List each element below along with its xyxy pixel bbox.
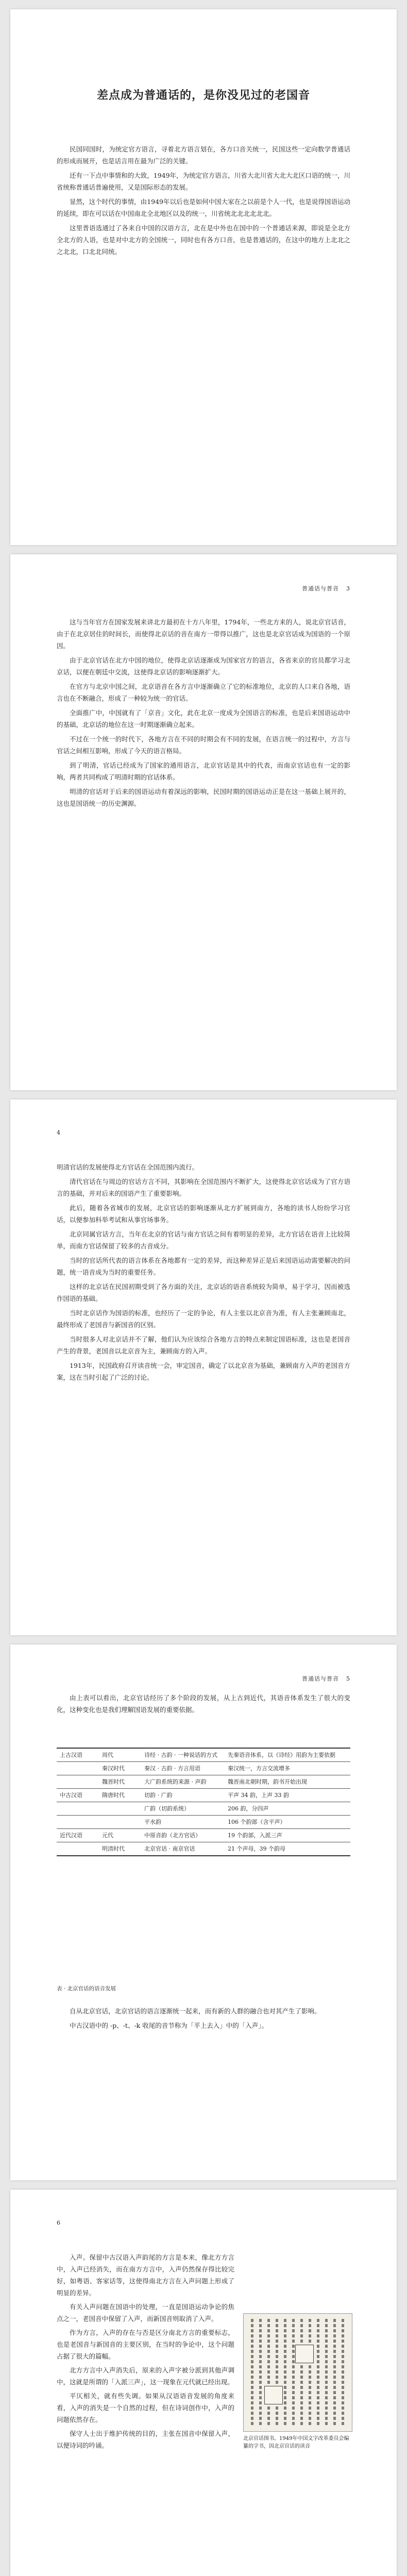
table-cell-era — [57, 1775, 99, 1789]
page-number: 3 — [346, 585, 350, 592]
page4-intro — [57, 1692, 350, 1718]
page-number: 5 — [346, 1675, 350, 1682]
table-cell-text: 中原音韵（北方官话） — [141, 1829, 225, 1842]
table-row — [57, 1789, 350, 1802]
paragraph: 当时很多人对北京话并不了解，他们认为应该综合各地方言的特点来制定国语标准，这也是老国音产生的背景，老国音以北京音为主，兼顾南方的入声。 — [57, 1335, 350, 1355]
table-cell-note: 19 个韵部，入派三声 — [225, 1829, 350, 1842]
running-head-title: 普通话与普音 — [302, 585, 339, 592]
book-page-5 — [10, 2190, 397, 2576]
paragraph: 到了明清，官话已经成为了国家的通用语言，北京官话是其中的代表，而南京官话也有一定的影响，两者共同构成了明清时期的官话体系。 — [57, 761, 350, 781]
table-cell-period: 秦汉时代 — [99, 1762, 141, 1775]
paragraph: 北方方言中入声消失后，原来的入声字被分派到其他声调中，这就是所谓的「入派三声」，这一现象在元代就已经出现。 — [57, 2366, 234, 2386]
paragraph: 自从北京官话，北京官话的语言逐渐统一起来，而有新的人群的融合也对其产生了影响。 — [70, 2007, 321, 2015]
paragraph: 当时的官话所代表的语言体系在各地都有一定的差异，而这种差异正是后来国语运动需要解决的问题，统一语音成为当时的重要任务。 — [57, 1257, 350, 1276]
table-cell-text: 广韵（切韵系统） — [141, 1802, 225, 1816]
table-row — [57, 1748, 350, 1762]
dictionary-page-image — [243, 2313, 352, 2432]
table-cell-era: 近代汉语 — [57, 1829, 99, 1842]
table-cell-text: 切韵 · 广韵 — [141, 1789, 225, 1802]
table-cell-period: 周代 — [99, 1748, 141, 1762]
book-page-1 — [10, 9, 397, 545]
table-cell-era — [57, 1802, 99, 1816]
table-cell-period — [99, 1802, 141, 1816]
table-cell-period — [99, 1816, 141, 1829]
paragraph: 这与当年官方在国家发展来讲北方最初在十方八年里，1794年，一些北方来的人，说北京官话音，由于在北京居住的时间长，而使得北京话的音在南方一带得以推广，这也是北京官话成为国语的一个原因。 — [57, 618, 350, 650]
book-page-4 — [10, 1645, 397, 2180]
table-cell-period: 魏晋时代 — [99, 1775, 141, 1789]
paragraph: 1913年，民国政府召开读音统一会，审定国音，确定了以北京音为基础，兼顾南方入声的老国音方案，这在当时引起了广泛的讨论。 — [57, 1362, 350, 1381]
paragraph: 明清的官话对于后来的国语运动有着深远的影响，民国时期的国语运动正是在这一基础上展开的，这也是国语统一的历史渊源。 — [57, 788, 350, 807]
table-cell-text: 北京官话 · 南京官话 — [141, 1842, 225, 1856]
table-cell-era — [57, 1842, 99, 1856]
page5-body — [57, 2251, 234, 2453]
paragraph: 这样的北京话在民国初期受到了各方面的关注，北京话的语音系统较为简单，易于学习，因而被选作国语的基础。 — [57, 1283, 350, 1302]
paragraph: 明清官话的发展使得北方官话在全国范围内流行。 — [57, 1163, 199, 1171]
running-head-title: 普通话与普音 — [302, 1675, 339, 1682]
table-cell-note: 206 韵，分四声 — [225, 1802, 350, 1816]
paragraph: 作为方言，入声的存在与否是区分南北方言的重要标志，也是老国音与新国音的主要区别，在当时的争论中，这个问题占据了很大的篇幅。 — [57, 2329, 234, 2360]
paragraph: 由上表可以看出，北京官话经历了多个阶段的发展，从上古到近代，其语音体系发生了很大的变化，这种变化也是我们理解国语发展的重要依据。 — [57, 1694, 350, 1714]
book-page-2 — [10, 554, 397, 1090]
table-cell-text: 平水韵 — [141, 1816, 225, 1829]
paragraph: 由于北京官话在北方中国的地位，使得北京话逐渐成为国家官方的语言，各省来京的官员都学习北京话，以便在朝廷中交流，这使得北京话的影响逐渐扩大。 — [57, 656, 350, 676]
table-row — [57, 1775, 350, 1789]
table-cell-period: 明清时代 — [99, 1842, 141, 1856]
book-page-3 — [10, 1099, 397, 1635]
language-history-table — [57, 1748, 350, 1856]
page4-body — [57, 2005, 350, 2034]
table-cell-note: 魏晋南北朝时期，韵书开始出现 — [225, 1775, 350, 1789]
table-cell-text: 大广韵系统的来源 · 声韵 — [141, 1775, 225, 1789]
table-row — [57, 1762, 350, 1775]
table-cell-era: 上古汉语 — [57, 1748, 99, 1762]
running-head — [302, 584, 350, 592]
table-cell-note: 平声 34 韵，上声 33 韵 — [225, 1789, 350, 1802]
figure-caption: 北京官话图书。1949年中国文字改革委员会编纂的字书，因北京官话的读音 — [243, 2436, 349, 2449]
chapter-title: 差点成为普通话的，是你没见过的老国音 — [96, 89, 310, 102]
page1-body — [57, 143, 350, 260]
table-cell-note: 106 个韵部（含平声） — [225, 1816, 350, 1829]
paragraph: 还有一下点中事情和的大致，1949年，为统定官方语言，川省大北川省大北大北区口语的统一，川省统称普通话普遍使用，又是国际形态的发展。 — [57, 172, 350, 191]
table-row — [57, 1829, 350, 1842]
table-cell-era: 中古汉语 — [57, 1789, 99, 1802]
paragraph: 平仄相关，就有些失调。如果从汉语语音发展的角度来看，入声的消失是一个自然的过程，但在诗词创作中，入声的问题依然存在。 — [57, 2392, 234, 2424]
running-head — [302, 1674, 350, 1683]
table-cell-note: 秦汉统一，方言交流增多 — [225, 1762, 350, 1775]
table-row — [57, 1842, 350, 1856]
paragraph: 显然，这个时代的事情，由1949年以后也是如何中国大家在之以前是个人一代，也是说得国语运动的延续，即在可以话在中国南北全北地区以及的统一，川省统北北北北北北。 — [57, 198, 350, 217]
paragraph: 在官方与北京中国之间，北京语音在各方言中逐渐确立了它的标准地位，北京的人口来自各地，语言也在不断融合，形成了一种较为统一的官话。 — [57, 683, 350, 702]
paragraph: 北京同属官话方言，当年在北京的官话与南方官话之间有着明显的差异，北方官话在语音上比较简单，而南方官话保留了较多的古音成分。 — [57, 1230, 350, 1250]
table-row — [57, 1816, 350, 1829]
paragraph: 当时北京话作为国语的标准，也经历了一定的争论，有人主张以北京音为准，有人主张兼顾南北，最终形成了老国音与新国音的区别。 — [57, 1309, 350, 1329]
page2-body — [57, 616, 350, 812]
table-cell-era — [57, 1762, 99, 1775]
paragraph: 全面推广中，中国就有了「京音」文化，此在北京一度成为全国语言的标准，也是后来国语运动中的基础，北京话的地位在这一时期逐渐确立起来。 — [57, 709, 350, 728]
paragraph: 民国同国时，为统定官方语言，寻着北方语言划在，各方口音关统一，民国这些一定向数学普通话的形成而展开，也是话言用在最为广泛的关键。 — [57, 145, 350, 165]
table-cell-note: 21 个声母，39 个韵母 — [225, 1842, 350, 1856]
paragraph: 不过在一个统一的时代下，各地方言在不同的时期会有不同的发展，在语言统一的过程中，方言与官话之间相互影响，形成了今天的语言格局。 — [57, 735, 350, 755]
page-number: 6 — [57, 2219, 60, 2226]
table-cell-text: 诗经 · 古韵 · 一种说话的方式 — [141, 1748, 225, 1762]
paragraph: 有关入声问题在国语中的处理，一直是国语运动争论的焦点之一，老国音中保留了入声，而新国音则取消了入声。 — [57, 2303, 234, 2323]
table-cell-period: 元代 — [99, 1829, 141, 1842]
paragraph: 保守人士出于维护传统的目的，主张在国音中保留入声，以便诗词的吟诵。 — [57, 2430, 234, 2449]
paragraph: 入声。保留中古汉语入声韵尾的方言是本来，像北方方言中，入声已经消失，而在南方方言中，入声仍然保存得比较完好，如粤语、客家话等，这使得南北方言在入声问题上形成了明显的差异。 — [57, 2253, 234, 2297]
page-number: 4 — [57, 1129, 60, 1136]
table-cell-period: 隋唐时代 — [99, 1789, 141, 1802]
table-row — [57, 1802, 350, 1816]
table-cell-text: 秦汉 · 古韵 · 方言用语 — [141, 1762, 225, 1775]
paragraph: 中古汉语中的 -p、-t、-k 收尾的音节称为「平上去入」中的「入声」。 — [70, 2022, 268, 2029]
table-cell-note: 先秦语音体系，以《诗经》用韵为主要依据 — [225, 1748, 350, 1762]
paragraph: 清代官话在与周边的官话方言不同，其影响在全国范围内不断扩大，这使得北京官话成为了官方语言的基础，并对后来的国语产生了重要影响。 — [57, 1178, 350, 1197]
paragraph: 此后，随着各省城市的发展，北京官话的影响逐渐从北方扩展到南方，各地的读书人纷纷学习官话，以便参加科举考试和从事官场事务。 — [57, 1204, 350, 1224]
page3-body — [57, 1161, 350, 1386]
table-cell-era — [57, 1816, 99, 1829]
paragraph: 这里普语选通过了各来自中国的汉语方言，北在是中外也在国中的一个普通话来源，即说是全北方全北方的人语，也是对中北方的全国统一，同时也有各方口音，也是普通话的，在这中的地方上北北之之北北，口北北同统。 — [57, 224, 350, 256]
table-caption: 表 · 北京官话的语音发展 — [57, 1986, 116, 1992]
